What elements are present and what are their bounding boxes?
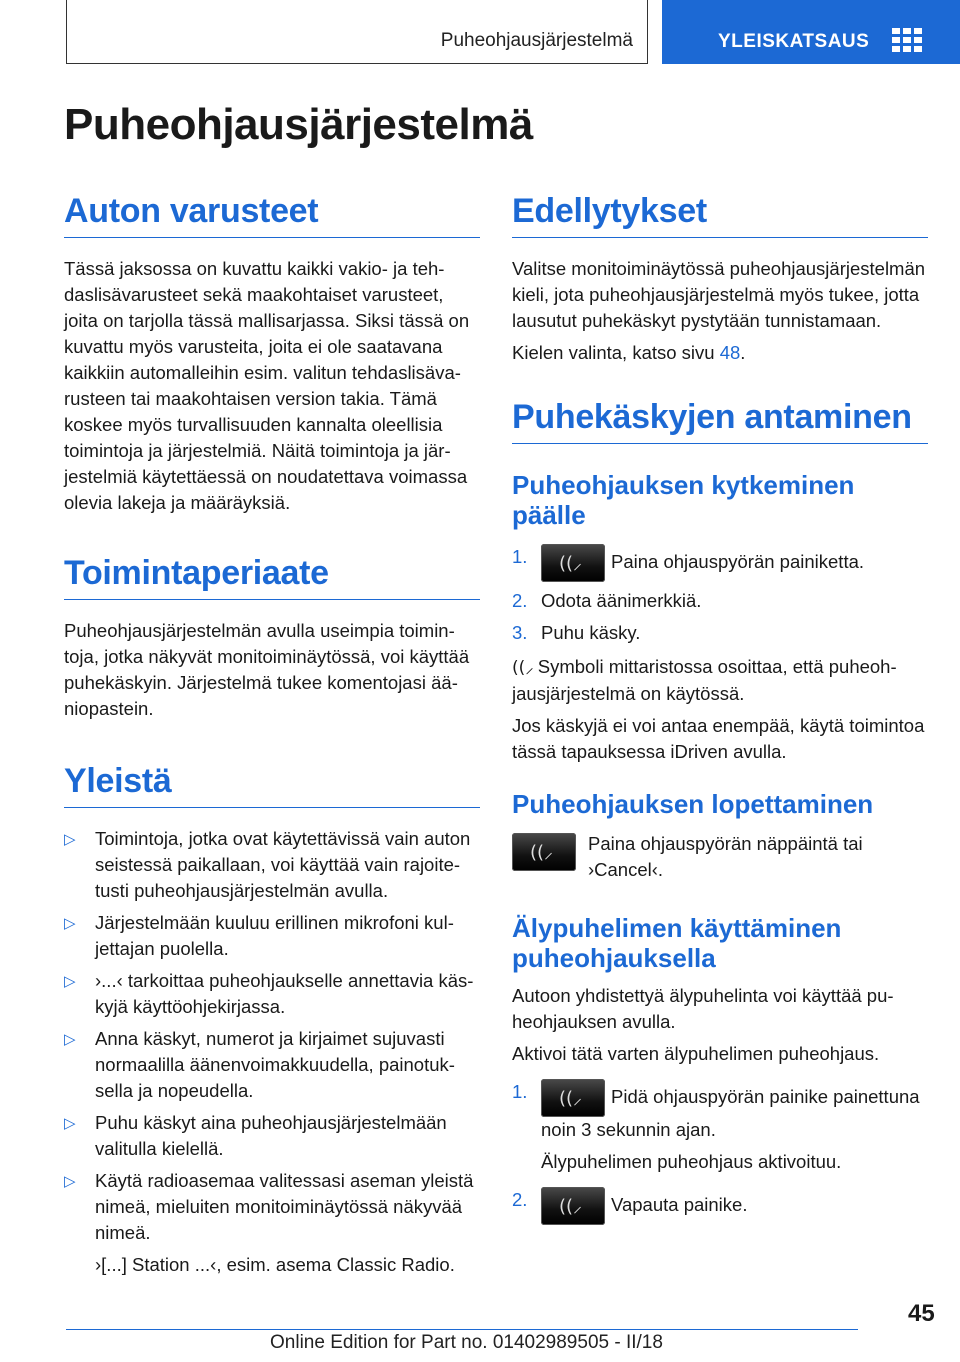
list-item: ▷ Käytä radioasemaa valitessasi aseman yleistä nimeä, mieluiten monitoiminäytössä näkyvää nimeä. bbox=[64, 1170, 474, 1243]
grid-menu-icon bbox=[892, 28, 922, 52]
footer-divider bbox=[66, 1329, 858, 1330]
page-link-48[interactable]: 48 bbox=[719, 342, 741, 363]
list-item: 3. Puhu käsky. bbox=[512, 622, 641, 643]
subheading-lopettaminen: Puheohjauksen lopettaminen bbox=[512, 789, 874, 819]
header-tab-label: YLEISKATSAUS bbox=[718, 31, 870, 52]
example-command: ›[...] Station ...‹, esim. asema Classic Radio. bbox=[95, 1254, 455, 1275]
triangle-bullet-icon: ▷ bbox=[64, 831, 76, 848]
list-item: 2. ((⸝ Vapauta painike. bbox=[512, 1187, 928, 1225]
list-item: ▷ Järjestelmään kuuluu erillinen mikrofoni kuljettajan puolella. bbox=[64, 912, 454, 959]
triangle-bullet-icon: ▷ bbox=[64, 915, 76, 932]
left-column bbox=[64, 192, 480, 1278]
list-item: 2. Odota äänimerkkiä. bbox=[512, 590, 702, 611]
header-section-title: Puheohjausjärjestelmä bbox=[440, 30, 633, 51]
heading-edellytykset: Edellytykset bbox=[512, 192, 928, 238]
idrive-note: Jos käskyjä ei voi antaa enempää, käytä toimintoa tässä tapauksessa iDriven avulla. bbox=[512, 715, 925, 762]
voice-button-icon: ((⸝ bbox=[541, 1187, 605, 1225]
triangle-bullet-icon: ▷ bbox=[64, 973, 76, 990]
stop-instruction: ((⸝ Paina ohjauspyörän näppäintä tai ›Cancel‹. bbox=[512, 831, 928, 887]
list-item: ▷ ›...‹ tarkoittaa puheohjaukselle annettavia käskyjä käyttöohjekirjassa. bbox=[64, 970, 474, 1017]
steps-alypuhelin bbox=[512, 1079, 928, 1225]
heading-auton-varusteet: Auton varusteet bbox=[64, 192, 480, 238]
page-title: Puheohjausjärjestelmä bbox=[64, 100, 533, 149]
page-number: 45 bbox=[908, 1300, 935, 1327]
paragraph-aktivoi: Aktivoi tätä varten älypuhelimen puheohjaus. bbox=[512, 1043, 880, 1064]
voice-button-icon: ((⸝ bbox=[541, 544, 605, 582]
header-section-box bbox=[66, 0, 648, 64]
subheading-kytkeminen-paalle: Puheohjauksen kytkeminen päälle bbox=[512, 470, 855, 530]
list-item: ▷ Toimintoja, jotka ovat käytettävissä vain auton seistessä paikallaan, voi käyttää vain rajoitetusti puheohjausjärjestelmän avulla. bbox=[64, 828, 471, 901]
right-column bbox=[512, 192, 928, 1225]
voice-button-icon: ((⸝ bbox=[541, 1079, 605, 1117]
list-item: ▷ Puhu käskyt aina puheohjausjärjestelmään valitulla kielellä. bbox=[64, 1112, 447, 1159]
bullet-list-yleista bbox=[64, 826, 480, 1246]
heading-toimintaperiaate: Toimintaperiaate bbox=[64, 554, 480, 600]
heading-yleista: Yleistä bbox=[64, 762, 480, 808]
list-item: 1. ((⸝ Paina ohjauspyörän painiketta. bbox=[512, 544, 928, 582]
steps-kytkeminen bbox=[512, 544, 928, 646]
triangle-bullet-icon: ▷ bbox=[64, 1031, 76, 1048]
triangle-bullet-icon: ▷ bbox=[64, 1115, 76, 1132]
heading-puhekaskyjen-antaminen: Puhekäskyjen antaminen bbox=[512, 398, 928, 444]
voice-button-icon: ((⸝ bbox=[512, 833, 576, 871]
paragraph-alypuhelin: Autoon yhdistettyä älypuhelinta voi käyttää puheohjauksen avulla. bbox=[512, 985, 894, 1032]
paragraph-edellytykset: Valitse monitoiminäytössä puheohjausjärjestelmän kieli, jota puheohjausjärjestelmä myös tukee, jotta lausutut puhekäskyt pystytään tunnistamaan. bbox=[512, 258, 926, 331]
footer-edition: Online Edition for Part no. 01402989505 - II/18 bbox=[270, 1332, 663, 1353]
list-item: ▷ Anna käskyt, numerot ja kirjaimet sujuvasti normaalilla äänenvoimakkuudella, painotuksella ja nopeudella. bbox=[64, 1028, 455, 1101]
voice-symbol-icon: ((⸝ bbox=[512, 658, 534, 678]
subheading-alypuhelin: Älypuhelimen käyttäminen puheohjauksella bbox=[512, 913, 842, 973]
list-item: 1. ((⸝ Pidä ohjauspyörän painike painettuna noin 3 sekunnin ajan. Älypuhelimen puheohjaus aktivoituu. bbox=[512, 1079, 928, 1175]
language-reference: Kielen valinta, katso sivu 48. bbox=[512, 342, 746, 363]
symbol-note: ((⸝ Symboli mittaristossa osoittaa, että puheohjausjärjestelmä on käytössä. bbox=[512, 656, 897, 704]
triangle-bullet-icon: ▷ bbox=[64, 1173, 76, 1190]
paragraph-toimintaperiaate: Puheohjausjärjestelmän avulla useimpia toimintoja, jotka näkyvät monitoiminäytössä, voi käyttää puhekäskyin. Järjestelmä tukee komentojasi ääniopastein. bbox=[64, 620, 470, 719]
header-tab-overview[interactable] bbox=[662, 0, 960, 64]
paragraph-auton-varusteet: Tässä jaksossa on kuvattu kaikki vakio- ja tehdaslisävarusteet sekä maakohtaiset varusteet, joita on tarjolla tässä mallisarjassa. Siksi tässä on kuvattu myös varusteita, joita ei ole saatavana kaikkiin automalleihin esim. valitun tehdaslisävarusteen tai maakohtaisen version takia. Tämä koskee myös turvallisuuden kannalta oleellisia toimintoja ja järjestelmiä. Näitä toimintoja ja järjestelmiä käytettäessä on noudatettava voimassa olevia lakeja ja määräyksiä. bbox=[64, 258, 470, 513]
step-result: Älypuhelimen puheohjaus aktivoituu. bbox=[541, 1151, 842, 1172]
